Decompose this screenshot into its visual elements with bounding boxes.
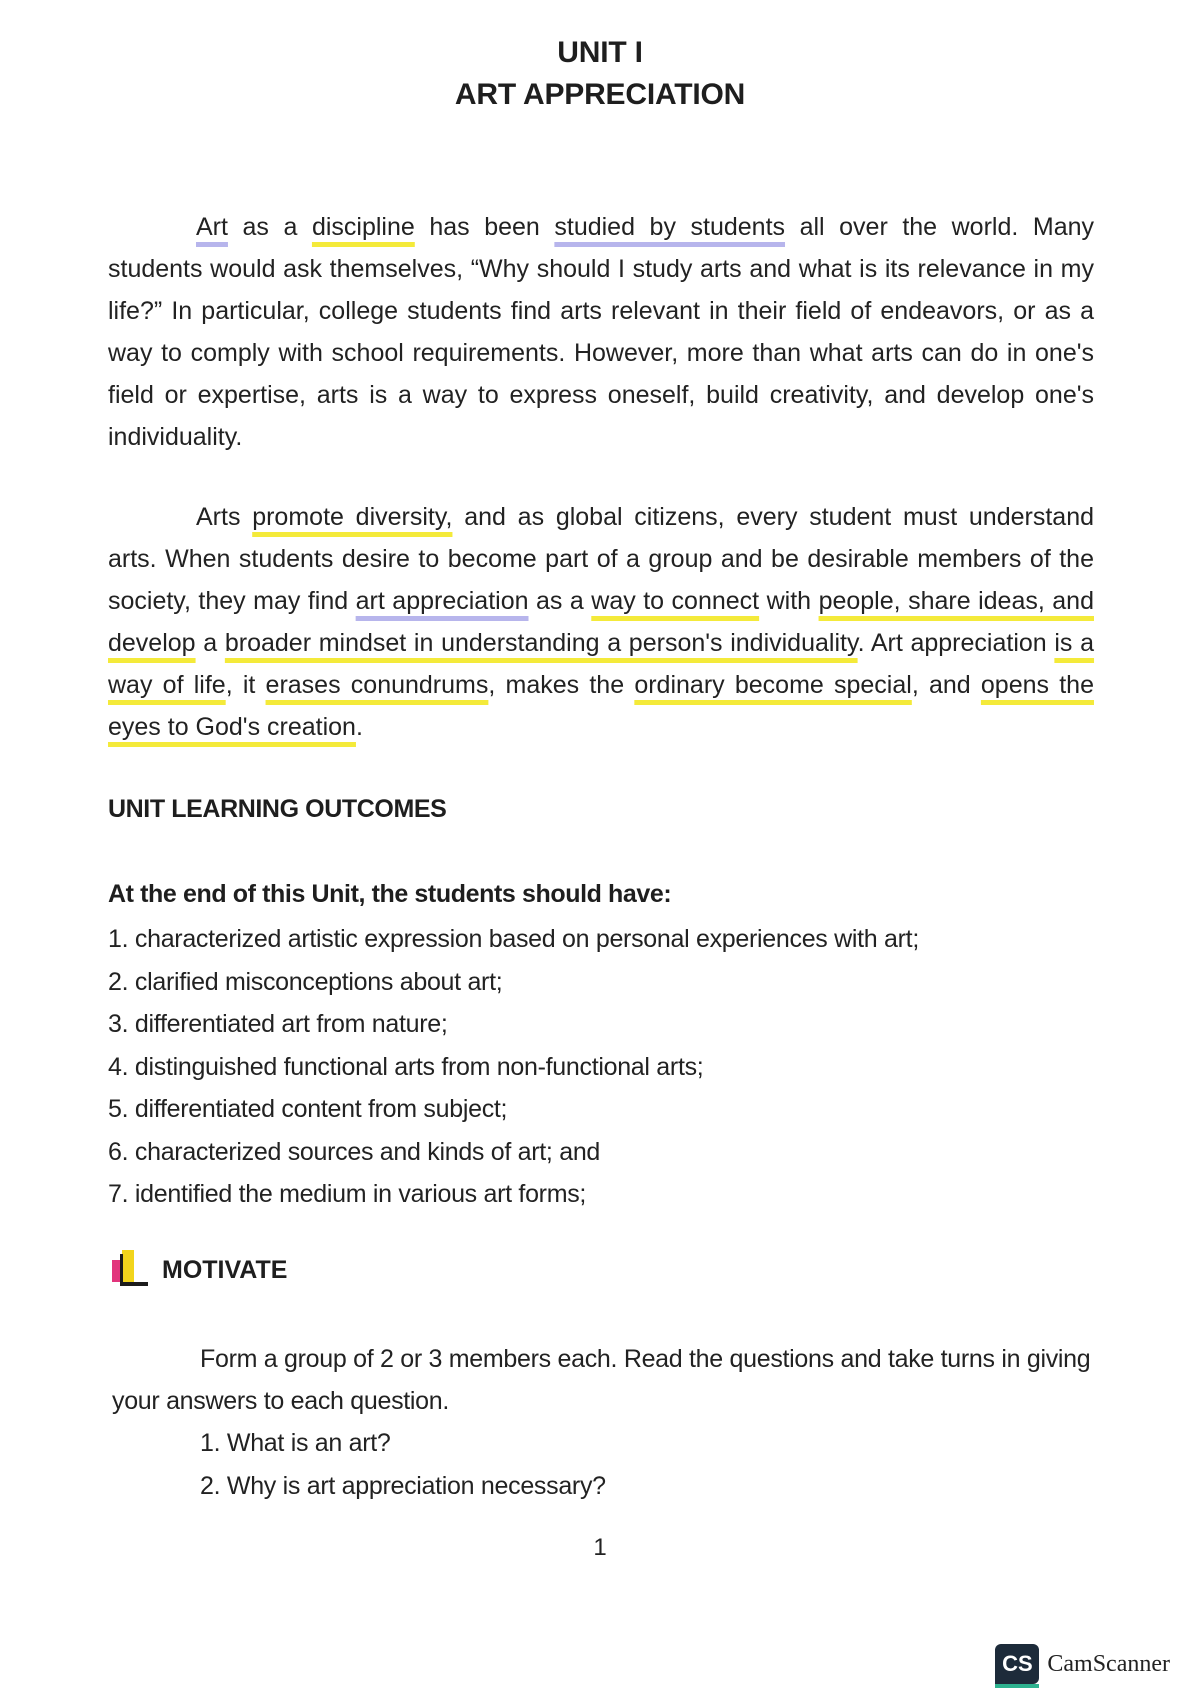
outcomes-heading: UNIT LEARNING OUTCOMES — [108, 795, 447, 823]
highlight-way-of-life: is a way of life — [108, 629, 1095, 699]
highlight-broader-mindset: broader mindset in understanding a person's individuality — [224, 629, 858, 657]
motivate-bookmark-icon — [110, 1250, 148, 1290]
list-item: 4. distinguished functional arts from non-functional arts; — [108, 1052, 704, 1081]
diversity-paragraph: Arts promote diversity, and as global citizens, every student must understand arts. When students desire to become part of a group and be desirable members of the society, they may find art appreciation as a way to connect with people, share ideas, and develop a broader mindset in understanding a person's individuality. Art appreciation is a way of life, it erases conundrums, makes the ordinary become special, and opens the eyes to God's creation. — [108, 503, 1095, 741]
intro-paragraph: Art as a discipline has been studied by students all over the world. Many students would ask themselves, “Why should I study arts and what is its relevance in my life?” In particular, college students find arts relevant in their field of endeavors, or as a way to comply with school requirements. However, more than what arts can do in one's field or expertise, arts is a way to express oneself, build creativity, and develop one's individuality. — [108, 213, 1095, 451]
outcomes-intro: At the end of this Unit, the students should have: — [108, 880, 672, 908]
motivate-label: MOTIVATE — [162, 1255, 288, 1284]
highlight-share-ideas: people, share ideas, and develop — [108, 587, 1094, 657]
list-item: 2. clarified misconceptions about art; — [108, 967, 503, 996]
list-item: 5. differentiated content from subject; — [108, 1095, 508, 1123]
outcomes-list — [108, 918, 919, 1216]
list-item: 2. Why is art appreciation necessary? — [200, 1472, 606, 1500]
page-title: ART APPRECIATION — [454, 78, 746, 111]
highlight-discipline: discipline — [311, 213, 415, 241]
list-item: 1. What is an art? — [200, 1429, 391, 1457]
list-item: 1. characterized artistic expression based on personal experiences with art; — [108, 925, 919, 953]
list-item: 3. differentiated art from nature; — [108, 1010, 448, 1038]
list-item: 7. identified the medium in various art forms; — [108, 1180, 587, 1208]
page-number: 1 — [593, 1534, 607, 1561]
list-item: 6. characterized sources and kinds of art; and — [108, 1137, 601, 1166]
highlight-art-appreciation: art appreciation — [355, 587, 529, 615]
highlight-ordinary-special: ordinary become special — [634, 671, 912, 699]
camscanner-logo-icon: CS — [995, 1644, 1039, 1684]
motivate-section-header — [110, 1248, 287, 1292]
highlight-art: Art — [196, 213, 228, 241]
highlight-erases-conundrums: erases conundrums — [265, 671, 489, 699]
motivate-instructions: Form a group of 2 or 3 members each. Read the questions and take turns in giving your answers to each question. — [112, 1345, 1091, 1415]
highlight-promote-diversity: promote diversity, — [252, 503, 453, 531]
camscanner-watermark — [995, 1644, 1170, 1684]
unit-label: UNIT I — [557, 36, 643, 69]
highlight-way-to-connect: way to connect — [591, 587, 760, 615]
watermark-text: CamScanner — [1047, 1650, 1170, 1677]
motivate-questions — [200, 1422, 606, 1508]
highlight-studied-by-students: studied by students — [554, 213, 786, 241]
highlight-opens-eyes: opens the eyes to God's creation — [108, 671, 1094, 741]
